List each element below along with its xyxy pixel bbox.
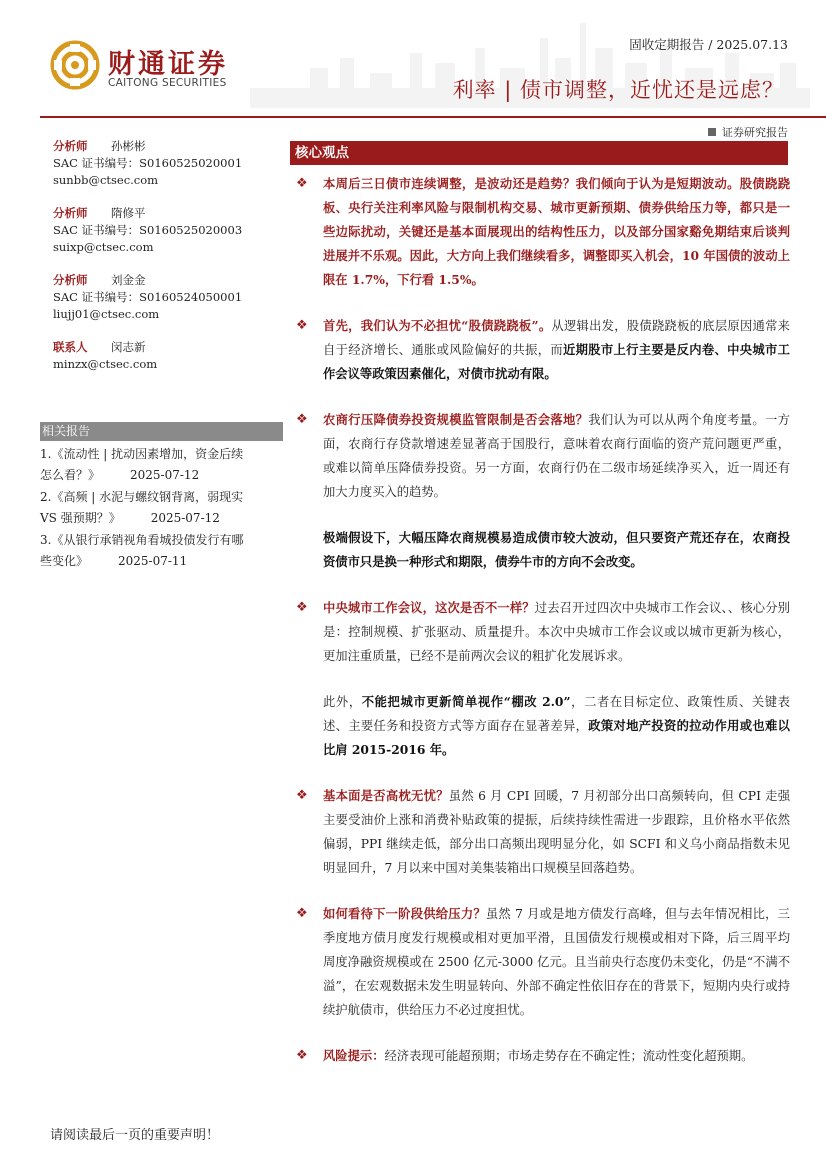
- paragraph-urban-conference: [290, 596, 790, 668]
- report-type: 固收定期报告: [629, 37, 705, 52]
- analyst-card: [53, 272, 283, 323]
- logo-mark-icon: [50, 40, 100, 90]
- related-report-title-line1: 3.《从银行承销视角看城投债发行有哪: [40, 533, 244, 547]
- urban-renewal-conclusion: 政策对地产投资的拉动作用或也难以比肩 2015-2016 年。: [323, 718, 790, 757]
- diamond-bullet-icon: ❖: [296, 1048, 308, 1063]
- analyst-role: 分析师: [53, 273, 88, 287]
- date-separator: /: [708, 37, 717, 52]
- analyst-name: 孙彬彬: [111, 139, 146, 153]
- fundamentals-text: 虽然 6 月 CPI 回暖，7 月初部分出口高频转向，但 CPI 走强主要受油价上涨和消费补贴政策的提振，后续持续性需进一步跟踪，且价格水平依然偏弱，PPI 继续走低，部分出口高频出现明显分化，如 SCFI 和义乌小商品指数未见明显回升，7 月以来中国对美集装箱出口规模呈回落趋势。: [323, 789, 790, 875]
- analyst-role: 分析师: [53, 206, 88, 220]
- analyst-sac: SAC 证书编号：S0160525020001: [53, 156, 243, 170]
- header-divider: [40, 116, 826, 118]
- paragraph-risk: [290, 1044, 790, 1068]
- urban-renewal-text: ，二者在目标定位、政策性质、关键表述、主要任务和投资方式等方面存在显著差异，: [323, 695, 790, 733]
- paragraph-urban-renewal: [290, 690, 790, 762]
- related-report-item[interactable]: [40, 444, 285, 486]
- stock-bond-conclusion: 近期股市上行主要是反内卷、中央城市工作会议等政策因素催化，对债市扰动有限。: [323, 342, 790, 381]
- stock-bond-heading: 首先，我们认为不必担忧“股债跷跷板”。: [323, 318, 552, 333]
- urban-conference-text: 过去召开过四次中央城市工作会议、、核心分别是：控制规模、扩张驱动、质量提升。本次中央城市工作会议或以城市更新为核心，更加注重质量，已经不是前两次会议的粗扩化发展诉求。: [323, 601, 790, 663]
- related-report-title-line2: 些变化》: [40, 554, 89, 568]
- diamond-bullet-icon: ❖: [296, 412, 308, 427]
- core-views-body: [290, 172, 790, 1068]
- rural-banks-conclusion: 极端假设下，大幅压降农商规模易造成债市较大波动，但只要资产荒还存在，农商投资债市只是换一种形式和期限，债券牛市的方向不会改变。: [323, 530, 790, 569]
- urban-renewal-prefix: 此外，: [323, 695, 362, 709]
- logo-chinese-name: 财通证券: [108, 49, 228, 80]
- contact-role: 联系人: [53, 340, 88, 354]
- related-report-item[interactable]: [40, 487, 285, 529]
- risk-text: 经济表现可能超预期；市场走势存在不确定性；流动性变化超预期。: [384, 1049, 754, 1063]
- diamond-bullet-icon: ❖: [296, 788, 308, 803]
- related-report-item[interactable]: [40, 530, 285, 572]
- paragraph-stock-bond: [290, 314, 790, 386]
- footer-disclaimer: 请阅读最后一页的重要声明！: [50, 1128, 220, 1143]
- diamond-bullet-icon: ❖: [296, 600, 308, 615]
- analyst-email[interactable]: sunbb@ctsec.com: [53, 173, 159, 187]
- supply-heading: 如何看待下一阶段供给压力？: [323, 906, 486, 921]
- rural-banks-heading: 农商行压降债券投资规模监管限制是否会落地？: [323, 412, 589, 427]
- diamond-bullet-icon: ❖: [296, 318, 308, 333]
- paragraph-fundamentals: [290, 784, 790, 880]
- paragraph-rural-banks-conclusion: [290, 526, 790, 574]
- contact-email[interactable]: minzx@ctsec.com: [53, 357, 158, 371]
- analyst-card: [53, 138, 283, 189]
- analyst-email[interactable]: suixp@ctsec.com: [53, 240, 154, 254]
- diamond-bullet-icon: ❖: [296, 176, 308, 191]
- related-report-title-line2: VS 强预期？》: [40, 511, 121, 525]
- fundamentals-heading: 基本面是否高枕无忧？: [323, 788, 449, 803]
- related-report-title-line1: 2.《高频 | 水泥与螺纹钢背离，弱现实: [40, 490, 244, 504]
- contact-card: [53, 339, 283, 373]
- related-report-date: 2025-07-11: [118, 554, 188, 568]
- company-logo: [50, 40, 250, 95]
- rural-banks-text: 我们认为可以从两个角度考量。一方面，农商行存贷款增速差显著高于国股行，意味着农商行面临的资产荒问题更严重，或难以简单压降债券投资。另一方面，农商行仍在二级市场延续净买入，近一周还有加大力度买入的趋势。: [323, 413, 790, 499]
- related-report-date: 2025-07-12: [150, 511, 220, 525]
- analyst-email[interactable]: liujj01@ctsec.com: [53, 307, 160, 321]
- paragraph-supply: [290, 902, 790, 1022]
- analyst-sac: SAC 证书编号：S0160524050001: [53, 290, 243, 304]
- report-type-and-date: [629, 35, 788, 53]
- analyst-role: 分析师: [53, 139, 88, 153]
- research-tag: [708, 124, 788, 140]
- related-reports-header: 相关报告: [40, 422, 283, 441]
- report-date: 2025.07.13: [716, 37, 788, 52]
- analyst-sidebar: [53, 138, 283, 389]
- paragraph-summary: [290, 172, 790, 292]
- square-icon: [708, 128, 716, 136]
- related-report-date: 2025-07-12: [130, 468, 200, 482]
- stock-bond-text: 从逻辑出发，股债跷跷板的底层原因通常来自于经济增长、通胀或风险偏好的共振，而: [323, 319, 790, 357]
- urban-renewal-bold: 不能把城市更新简单视作“棚改 2.0”: [361, 694, 571, 709]
- risk-heading: 风险提示：: [323, 1048, 385, 1063]
- logo-english-name: CAITONG SECURITIES: [108, 77, 227, 89]
- core-views-title: 核心观点: [295, 145, 349, 161]
- related-reports-list: [40, 444, 285, 573]
- analyst-sac: SAC 证书编号：S0160525020003: [53, 223, 243, 237]
- contact-name: 闵志新: [111, 340, 146, 354]
- analyst-name: 隋修平: [111, 206, 146, 220]
- analyst-name: 刘金金: [111, 273, 146, 287]
- core-views-header: [290, 141, 788, 165]
- report-title: 利率 | 债市调整，近忧还是远虑？: [452, 78, 784, 102]
- related-report-title-line1: 1.《流动性 | 扰动因素增加，资金后续: [40, 447, 244, 461]
- paragraph-rural-banks: [290, 408, 790, 504]
- analyst-card: [53, 205, 283, 256]
- urban-conference-heading: 中央城市工作会议，这次是否不一样？: [323, 600, 535, 615]
- summary-text: 本周后三日债市连续调整，是波动还是趋势？我们倾向于认为是短期波动。股债跷跷板、央行关注利率风险与限制机构交易、城市更新预期、债券供给压力等，都只是一些边际扰动，关键还是基本面展现出的结构性压力，以及部分国家谿免期结束后谈判进展并不乐观。因此，大方向上我们继续看多，调整即买入机会，10 年国债的波动上限在 1.7%，下行看 1.5%。: [323, 176, 790, 287]
- research-tag-label: 证券研究报告: [722, 126, 788, 139]
- related-report-title-line2: 怎么看？》: [40, 468, 101, 482]
- supply-text: 虽然 7 月或是地方债发行高峰，但与去年情况相比，三季度地方债月度发行规模或相对更加平滑，且国债发行规模或相对下降，后三周平均周度净融资规模或在 2500 亿元-3000 亿元。且当前央行态度仍未变化，仍是“不满不溢”，在宏观数据未发生明显转向、外部不确定性依旧存在的背景下，短期内央行或持续护航债市，供给压力不必过度担忧。: [323, 907, 790, 1017]
- diamond-bullet-icon: ❖: [296, 906, 308, 921]
